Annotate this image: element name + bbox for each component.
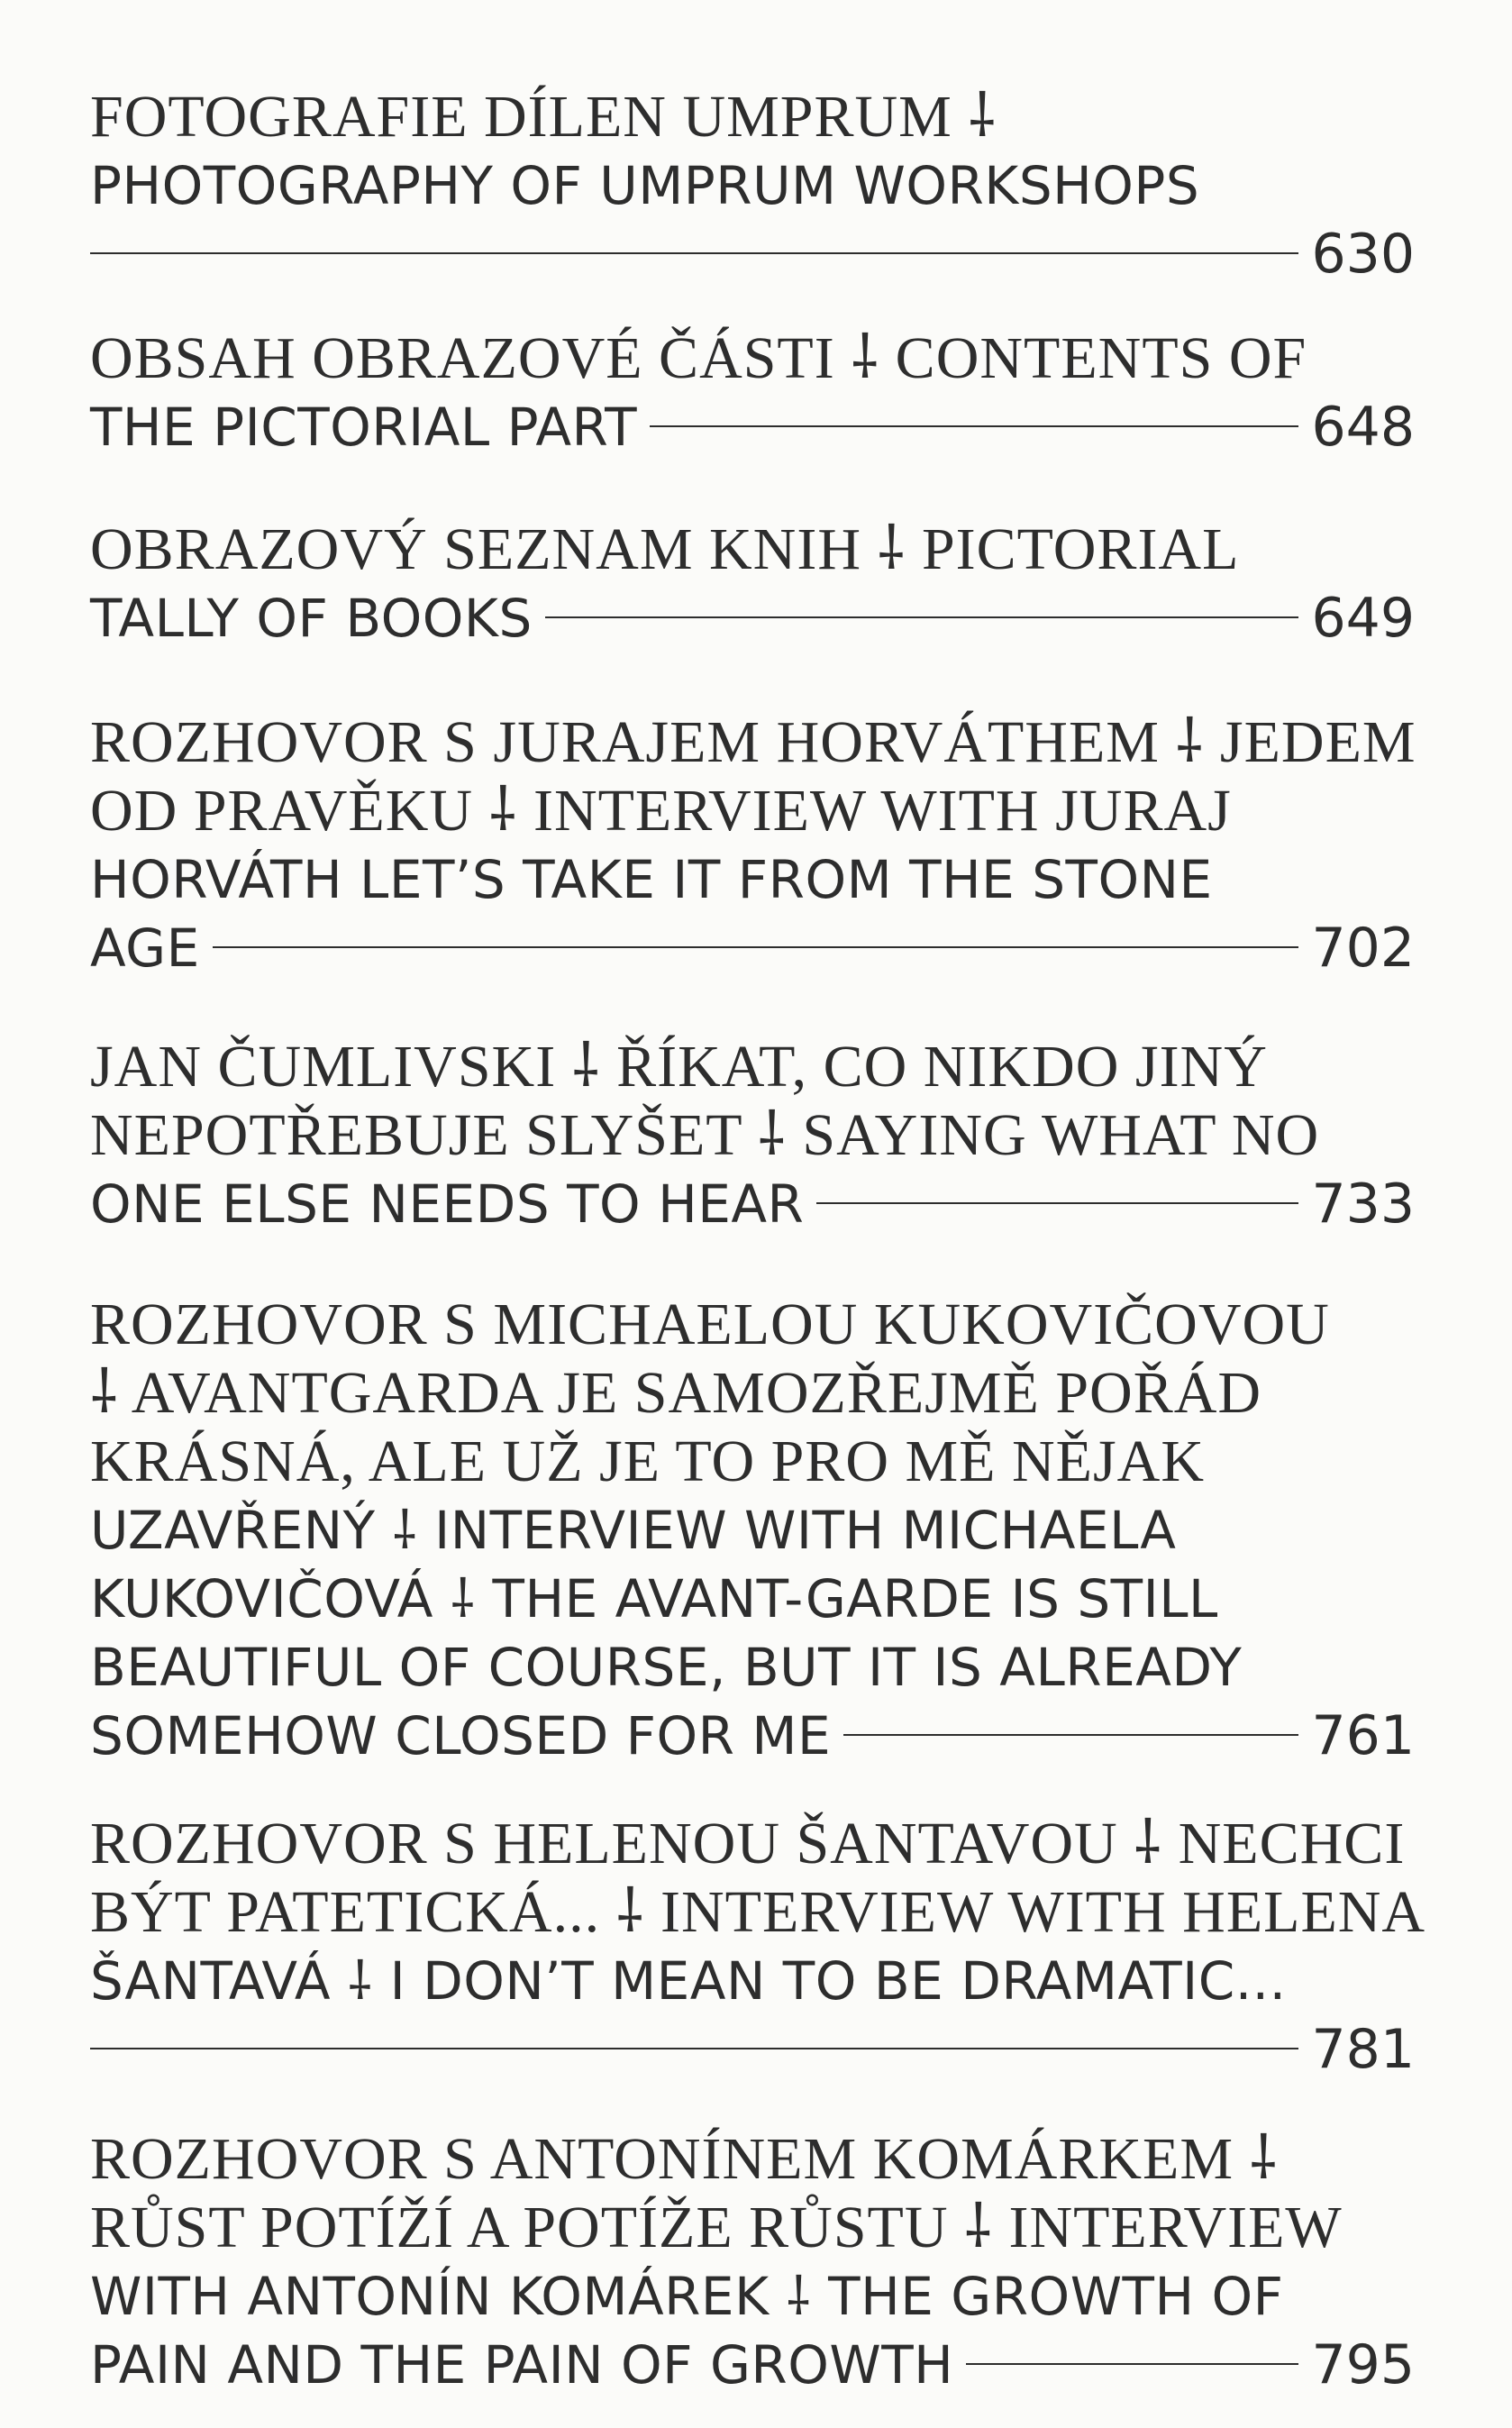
toc-entry-last-line [90,1702,1415,1770]
toc-entry [90,1291,1415,1770]
toc-entry-line: BEAUTIFUL OF COURSE, BUT IT IS ALREADY [90,1637,1243,1698]
toc-entry [90,1033,1415,1238]
toc-entry [90,1810,1426,2084]
toc-entry-last-line [90,220,1415,288]
toc-entry-line: OD PRAVĚKU ⸸ INTERVIEW WITH JURAJ [90,778,1232,844]
toc-entry-line: PHOTOGRAPHY OF UMPRUM WORKSHOPS [90,155,1200,216]
toc-entry [90,324,1415,461]
page-number: 702 [1311,917,1415,980]
leader-line [816,1202,1298,1204]
toc-entry-line: UZAVŘENÝ ⸸ INTERVIEW WITH MICHAELA [90,1500,1177,1561]
leader-line [545,616,1299,618]
toc-entry-line: OBRAZOVÝ SEZNAM KNIH ⸸ PICTORIAL [90,516,1240,582]
leader-line [90,252,1298,254]
toc-entry-line: ROZHOVOR S ANTONÍNEM KOMÁRKEM ⸸ [90,2126,1279,2192]
toc-entry-line: AGE [90,917,200,979]
page-number: 733 [1311,1173,1415,1236]
toc-entry-last-line [90,2331,1415,2399]
toc-entry-line: ROZHOVOR S JURAJEM HORVÁTHEM ⸸ JEDEM [90,709,1416,775]
leader-line [843,1734,1298,1736]
toc-entry-last-line [90,393,1415,461]
page-number: 630 [1311,223,1415,286]
toc-entry-line: THE PICTORIAL PART [90,397,638,458]
toc-entry-line: FOTOGRAFIE DÍLEN UMPRUM ⸸ [90,84,997,150]
toc-entry-line: ROZHOVOR S HELENOU ŠANTAVOU ⸸ NECHCI [90,1811,1406,1876]
toc-entry-line: BÝT PATETICKÁ... ⸸ INTERVIEW WITH HELENA [90,1879,1426,1945]
toc-entry-last-line [90,584,1415,653]
leader-line [213,946,1299,948]
toc-entry-line: NEPOTŘEBUJE SLYŠET ⸸ SAYING WHAT NO [90,1102,1320,1168]
toc-entry-line: ⸸ AVANTGARDA JE SAMOZŘEJMĚ POŘÁD [90,1360,1262,1426]
toc-entry-line: KRÁSNÁ, ALE UŽ JE TO PRO MĚ NĚJAK [90,1429,1205,1494]
leader-line [650,425,1298,427]
toc-entry [90,2125,1415,2399]
page-number: 781 [1311,2018,1415,2081]
toc-entry [90,516,1415,653]
toc-entry-line: TALLY OF BOOKS [90,588,533,649]
toc-entry-line: OBSAH OBRAZOVÉ ČÁSTI ⸸ CONTENTS OF [90,325,1307,391]
page-number: 795 [1311,2333,1415,2396]
page-number: 648 [1311,396,1415,459]
leader-line [966,2363,1298,2365]
toc-entry-line: WITH ANTONÍN KOMÁREK ⸸ THE GROWTH OF [90,2266,1284,2327]
leader-line [90,2048,1298,2049]
page-number: 761 [1311,1704,1415,1767]
toc-entry-last-line [90,2015,1415,2084]
toc-entry [90,83,1415,288]
toc-entry-line: ŠANTAVÁ ⸸ I DON’T MEAN TO BE DRAMATIC... [90,1950,1287,2012]
toc-entry-last-line [90,1170,1415,1238]
toc-entry-line: JAN ČUMLIVSKI ⸸ ŘÍKAT, CO NIKDO JINÝ [90,1034,1268,1100]
toc-entry-line: PAIN AND THE PAIN OF GROWTH [90,2334,954,2396]
toc-entry-line: ONE ELSE NEEDS TO HEAR [90,1173,805,1235]
page-number: 649 [1311,587,1415,650]
toc-entry-line: HORVÁTH LET’S TAKE IT FROM THE STONE [90,849,1213,910]
toc-entry-last-line [90,914,1415,982]
toc-entry-line: RŮST POTÍŽÍ A POTÍŽE RŮSTU ⸸ INTERVIEW [90,2195,1343,2260]
toc-entry-line: KUKOVIČOVÁ ⸸ THE AVANT-GARDE IS STILL [90,1568,1218,1629]
toc-entry [90,708,1415,982]
toc-entry-line: SOMEHOW CLOSED FOR ME [90,1705,832,1766]
toc-entry-line: ROZHOVOR S MICHAELOU KUKOVIČOVOU [90,1292,1330,1357]
